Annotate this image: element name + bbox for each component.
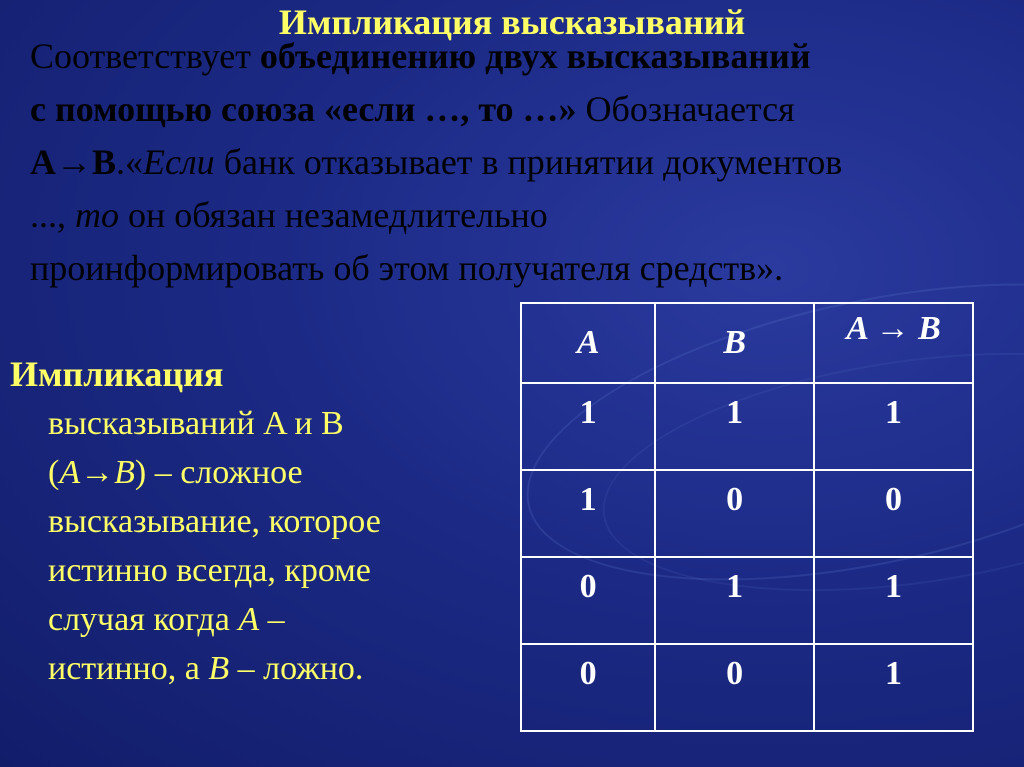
table-cell: 1: [521, 383, 655, 470]
intro-line: ..., то он обязан незамедлительно: [30, 195, 548, 235]
table-cell: 0: [521, 644, 655, 731]
intro-line: с помощью союза «если …, то …» Обозначается: [30, 89, 795, 129]
table-cell: 1: [814, 644, 973, 731]
table-cell: 1: [655, 557, 814, 644]
header-cell-implication: A → B: [814, 303, 973, 383]
table-cell: 1: [521, 470, 655, 557]
table-cell: 1: [814, 383, 973, 470]
slide-title: Импликация высказываний: [278, 2, 746, 42]
table-row: [521, 470, 973, 557]
table-cell: 0: [655, 644, 814, 731]
implication-notation: A→B: [30, 142, 117, 182]
table-cell: 0: [521, 557, 655, 644]
truth-table: [520, 302, 974, 732]
table-cell: 1: [814, 557, 973, 644]
definition-block: [10, 350, 490, 693]
table-row: [521, 644, 973, 731]
table-row: [521, 557, 973, 644]
header-cell-b: B: [655, 303, 814, 383]
table-row: [521, 383, 973, 470]
table-header-row: [521, 303, 973, 383]
intro-line: Соответствует объединению двух высказываний: [30, 36, 811, 76]
table-cell: 1: [655, 383, 814, 470]
definition-heading: Импликация: [10, 354, 224, 394]
header-cell-a: A: [521, 303, 655, 383]
intro-line: A→B.«Если банк отказывает в принятии документов: [30, 142, 843, 182]
intro-line: проинформировать об этом получателя средств».: [30, 248, 784, 288]
definition-text: высказываний A и B (A→B) – сложное высказывание, которое истинно всегда, кроме случая когда A – истинно, а B – ложно.: [48, 405, 381, 687]
table-cell: 0: [655, 470, 814, 557]
intro-paragraph: [30, 30, 1020, 295]
table-cell: 0: [814, 470, 973, 557]
